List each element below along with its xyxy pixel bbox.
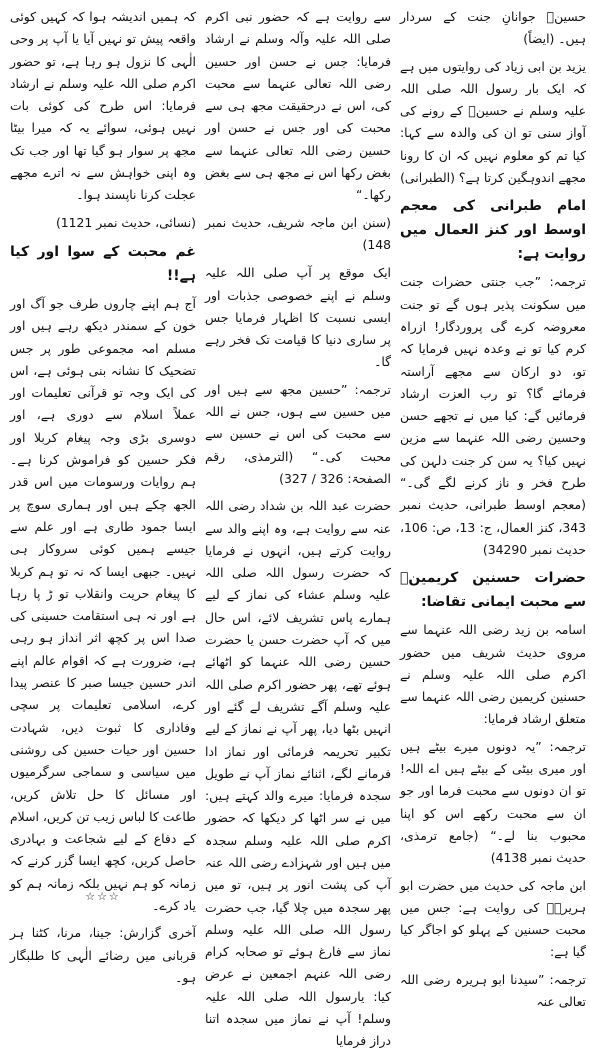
paragraph: آج ہم اپنے چاروں طرف جو آگ اور خون کے سمندر دیکھ رہے ہیں اور مسلم امہ مجموعی طور پر جس تضحیک کا نشانہ بنی ہوئی ہے، اس کی ایک وجہ تو قرآنی تعلیمات اور عملاً اسلام سے دوری ہے، اور دوسری بڑی وجہ پیغام کربلا اور فکر حسین کو فراموش کرنا ہے۔ ہم روایات ورسومات میں اس قدر الجھ چکے ہیں اور ہماری سوچ پر ایسا جمود طاری ہے اور علم سے جیسے ہمیں کوئی سروکار ہی نہیں۔ جبھی ایسا کہ نہ تو ہم کربلا کا پیغام حریت وانقلاب تو ڑ پا رہا ہے اور نہ ہی استقامت حسینی کی صدا اس پر کچھ اثر انداز ہو رہی ہے، ضرورت ہے کہ اقوام عالم اپنے اندر حسین جیسا صبر کا عنصر پیدا کرے، اسلامی تعلیمات پر سچی وفاداری کا ثبوت دیں، شہادت حسین اور حیات حسین کی روشنی میں سیاسی و سماجی سرگرمیوں اور مسائل کا حل تلاش کریں، طاعت کا لباس زیب تن کریں، اسلام کے دفاع کے لیے شجاعت و بہادری حاصل کریں، کچھ ایسا گزر کرنے کہ زمانہ کو ہم نہیں بلکہ زمانہ ہم کو یاد کرے۔ <box>10 295 196 913</box>
end-stars: ☆☆☆ <box>85 890 121 903</box>
column-middle <box>205 6 391 1058</box>
section-heading: امام طبرانی کی معجم اوسط اور کنز العمال میں روایت ہے: <box>400 198 586 263</box>
paragraph: سے روایت ہے کہ حضور نبی اکرم صلی اللہ علیہ وآلہ وسلم نے ارشاد فرمایا: جس نے حسن اور حسین رضی اللہ تعالی عنہما سے محبت کی، اس نے درحقیقت مجھ ہی سے محبت کی اور جس نے حسن اور حسین رضی اللہ تعالی عنہما سے بغض رکھا اس نے مجھ ہی سے بغض رکھا۔“ <box>205 9 391 203</box>
paragraph: ترجمہ: ”سیدنا ابو ہریرہ رضی اللہ تعالی عنہ <box>400 971 586 1009</box>
paragraph: حضرت عبد اللہ بن شداد رضی اللہ عنہ سے روایت ہے، وہ اپنے والد سے روایت کرتے ہیں، انہوں نے فرمایا کہ حضرت رسول اللہ صلی اللہ علیہ وسلم عشاء کی نماز کے لیے ہمارے پاس تشریف لائے، اس حال میں کہ آپ حضرت حسن یا حضرت حسین رضی اللہ عنہما کو اٹھائے ہوئے تھے، پھر حضور اکرم صلی اللہ علیہ وسلم آگے تشریف لے گئے اور انہیں بٹھا دیا، پھر آپ نے نماز کے لیے تکبیر تحریمہ فرمائی اور نماز ادا فرمانے لگے، اثنائے نماز آپ نے طویل سجدہ فرمایا: میرے والد کہتے ہیں: میں نے سر اٹھا کر دیکھا کہ حضور اکرم صلی اللہ علیہ وسلم سجدہ میں ہیں اور شہزادے رضی اللہ عنہ آپ کی پشت انور پر ہیں، تو میں پھر سجدہ میں چلا گیا، جب حضرت رسول اللہ صلی اللہ علیہ وسلم نماز سے فارغ ہوئے تو صحابہ کرام رضی اللہ عنہم اجمعین نے عرض کیا: یارسول اللہ صلی اللہ علیہ وسلم! آپ نے نماز میں سجدہ اتنا دراز فرمایا <box>205 498 391 1049</box>
paragraph: ایک موقع پر آپ صلی اللہ علیہ وسلم نے اپنے خصوصی جذبات اور ایسی نسبت کا اظہار فرمایا جس پر ساری دنیا کا قیامت تک فخر رہے گا۔ <box>205 265 391 370</box>
paragraph: کہ ہمیں اندیشہ ہوا کہ کہیں کوئی واقعہ پیش تو نہیں آیا یا آپ پر وحی الٰہی کا نزول ہو رہا ہے، تو حضور اکرم صلی اللہ علیہ وسلم نے ارشاد فرمایا: اس طرح کی کوئی بات نہیں ہوئی، سوائے یہ کہ میرا بیٹا مجھ پر سوار ہو گیا تھا اور جب تک وہ اپنی خواہش سے نہ اترے مجھے عجلت کرنا ناپسند ہوا۔ <box>10 9 196 203</box>
reference-citation: (سنن ابن ماجہ شریف، حدیث نمبر 148) <box>205 214 391 252</box>
paragraph: ترجمہ: ”حسین مجھ سے ہیں اور میں حسین سے ہوں، جس نے اللہ سے محبت کی اس نے حسین سے محبت کی۔“ (الترمذی، رقم الصفحۃ: 326 / 327) <box>205 381 391 486</box>
section-heading: غم محبت کے سوا اور کیا ہے!! <box>10 243 196 284</box>
paragraph: اسامہ بن زید رضی اللہ عنہما سے مروی حدیث شریف میں حضور اکرم صلی اللہ علیہ وسلم نے حسنین کریمین رضی اللہ عنہما سے متعلق ارشاد فرمایا: <box>400 622 586 727</box>
column-left <box>10 6 196 994</box>
reference-citation: (نسائی، حدیث نمبر 1121) <box>55 214 196 230</box>
paragraph: ترجمہ: ”جب جنتی حضرات جنت میں سکونت پذیر ہوں گے تو جنت معروضہ کرے گی پروردگار! ازراہ کرم کیا تو نے وعدہ نہیں فرمایا کہ تو، دو ارکان سے مجھے آراستہ فرمائے گا؟ تو رب العزت ارشاد فرمائیں گے: کیا میں نے تجھے حسن وحسین رضی اللہ عنہما سے مزین نہیں کیا؟ یہ سن کر جنت دلہن کی طرح فخر و ناز کرنے لگے گی۔“ (معجم اوسط طبرانی، حدیث نمبر 343، کنز العمال، ج: 13، ص: 106، حدیث نمبر 34290) <box>400 274 586 557</box>
paragraph: آخری گزارش: جینا، مرنا، کٹنا ہر قربانی میں رضائے الٰہی کا طلبگار ہو۔ <box>10 925 196 985</box>
section-heading: حضرات حسنین کریمینؓ سے محبت ایمانی تقاضا: <box>400 570 586 611</box>
column-right <box>400 6 586 1018</box>
paragraph: ترجمہ: ”یہ دونوں میرے بیٹے ہیں اور میری بیٹی کے بیٹے ہیں اے اللہ! تو ان دونوں سے محبت فرما اور جو ان سے محبت رکھے اس کو اپنا محبوب بنا لے۔“ (جامع ترمذی، حدیث نمبر 4138) <box>400 738 586 866</box>
paragraph: ابن ماجہ کی حدیث میں حضرت ابو ہریرہؓ کی روایت ہے: جس میں محبت حسنین کے پہلو کو اجاگر کیا گیا ہے: <box>400 877 586 960</box>
paragraph: حسینؓ جوانانِ جنت کے سردار ہیں۔ (ایضاً) <box>400 9 586 47</box>
paragraph: یزید بن ابی زیاد کی روایتوں میں ہے کہ ایک بار رسول اللہ صلی اللہ علیہ وسلم نے حسینؓ کے رونے کی آواز سنی تو ان کی والدہ سے کہا: کیا تم کو معلوم نہیں کہ ان کا رونا مجھے اندوہگین کرتا ہے؟ (الطبرانی) <box>400 58 586 186</box>
